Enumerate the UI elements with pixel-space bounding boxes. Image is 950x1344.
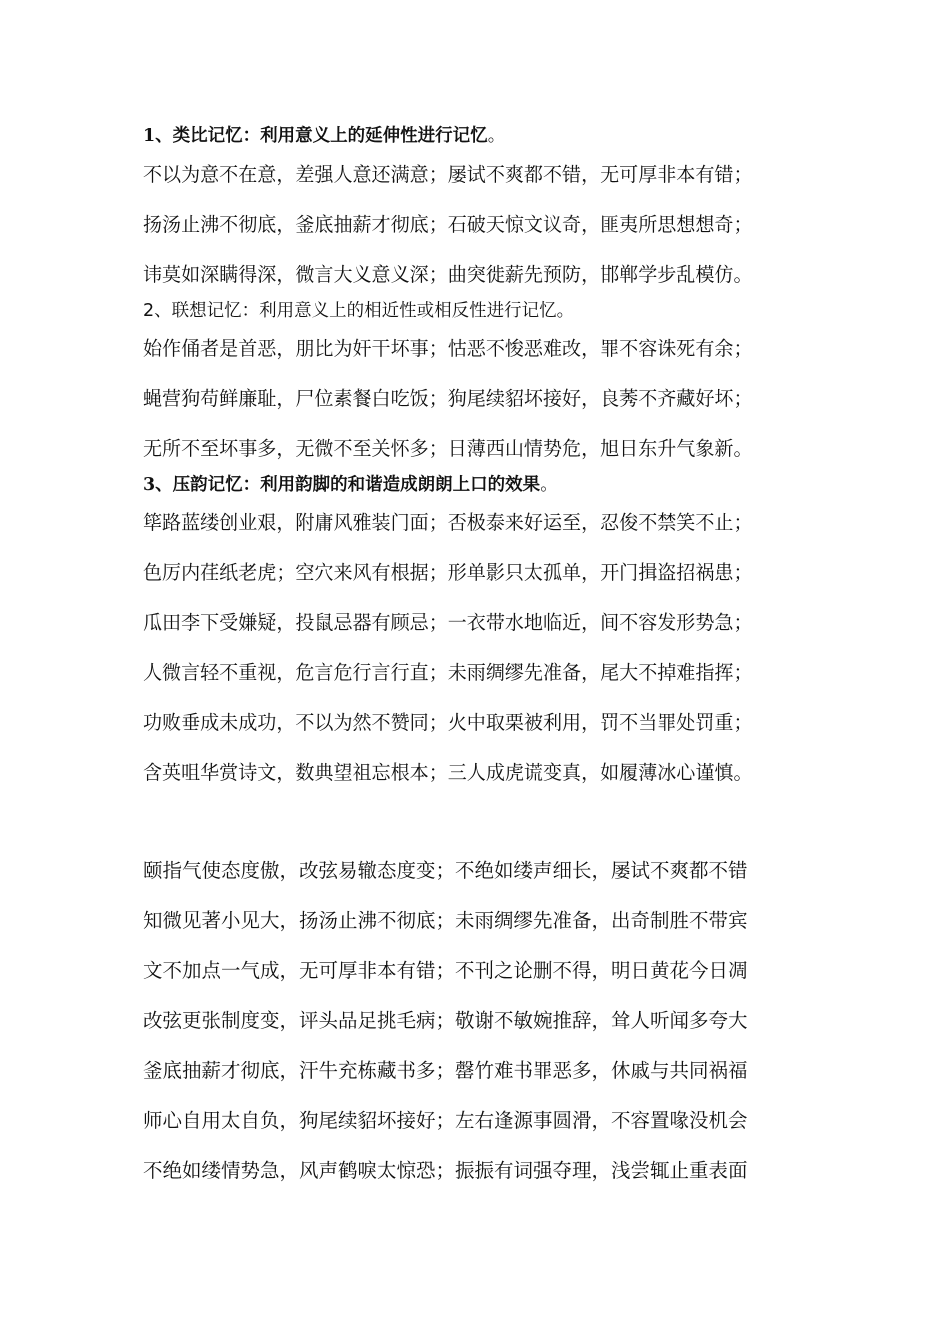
- section-4-line: 不绝如缕情势急，风声鹤唳太惊恐；振振有词强夺理，浅尝辄止重表面: [143, 1159, 748, 1182]
- section-2-line: 无所不至坏事多，无微不至关怀多；日薄西山情势危，旭日东升气象新。: [143, 438, 753, 460]
- section-1-line: 不以为意不在意，差强人意还满意；屡试不爽都不错，无可厚非本有错；: [143, 164, 753, 186]
- section-4-line: 文不加点一气成，无可厚非本有错；不刊之论删不得，明日黄花今日凋: [143, 959, 748, 982]
- section-1-heading: [143, 123, 505, 149]
- section-3-line: 色厉内荏纸老虎；空穴来风有根据；形单影只太孤单，开门揖盗招祸患；: [143, 562, 753, 584]
- section-3-line: 含英咀华赏诗文，数典望祖忘根本；三人成虎谎变真，如履薄冰心谨慎。: [143, 762, 753, 784]
- section-1-line: 扬汤止沸不彻底，釜底抽薪才彻底；石破天惊文议奇，匪夷所思想想奇；: [143, 214, 753, 236]
- section-2-line: 始作俑者是首恶，朋比为奸干坏事；怙恶不悛恶难改，罪不容诛死有余；: [143, 338, 753, 360]
- section-1-heading-text: 1、类比记忆：利用意义上的延伸性进行记忆: [143, 126, 488, 146]
- section-4-line: 颐指气使态度傲，改弦易辙态度变；不绝如缕声细长，屡试不爽都不错: [143, 859, 748, 882]
- section-3-line: 筚路蓝缕创业艰，附庸风雅装门面；否极泰来好运至，忍俊不禁笑不止；: [143, 512, 753, 534]
- section-1-line: 讳莫如深瞒得深，微言大义意义深；曲突徙薪先预防，邯郸学步乱模仿。: [143, 264, 753, 286]
- section-4-line: 釜底抽薪才彻底，汗牛充栋藏书多；罄竹难书罪恶多，休戚与共同祸福: [143, 1059, 748, 1082]
- section-4-line: 知微见著小见大，扬汤止沸不彻底；未雨绸缪先准备，出奇制胜不带宾: [143, 909, 748, 932]
- section-2-line: 蝇营狗苟鲜廉耻，尸位素餐白吃饭；狗尾续貂坏接好，良莠不齐藏好坏；: [143, 388, 753, 410]
- section-3-line: 功败垂成未成功，不以为然不赞同；火中取栗被利用，罚不当罪处罚重；: [143, 712, 753, 734]
- section-3-heading: [143, 472, 558, 498]
- section-4-line: 改弦更张制度变，评头品足挑毛病；敬谢不敏婉推辞，耸人听闻多夸大: [143, 1009, 748, 1032]
- section-3-line: 瓜田李下受嫌疑，投鼠忌器有顾忌；一衣带水地临近，间不容发形势急；: [143, 612, 753, 634]
- section-4-line: 师心自用太自负，狗尾续貂坏接好；左右逢源事圆滑，不容置喙没机会: [143, 1109, 748, 1132]
- section-3-heading-end: 。: [540, 475, 558, 495]
- section-1-heading-end: 。: [487, 126, 506, 146]
- section-3-heading-text: 3、压韵记忆：利用韵脚的和谐造成朗朗上口的效果: [143, 475, 541, 495]
- section-3-line: 人微言轻不重视，危言危行言行直；未雨绸缪先准备，尾大不掉难指挥；: [143, 662, 753, 684]
- section-2-heading: 2、联想记忆：利用意义上的相近性或相反性进行记忆。: [143, 301, 575, 321]
